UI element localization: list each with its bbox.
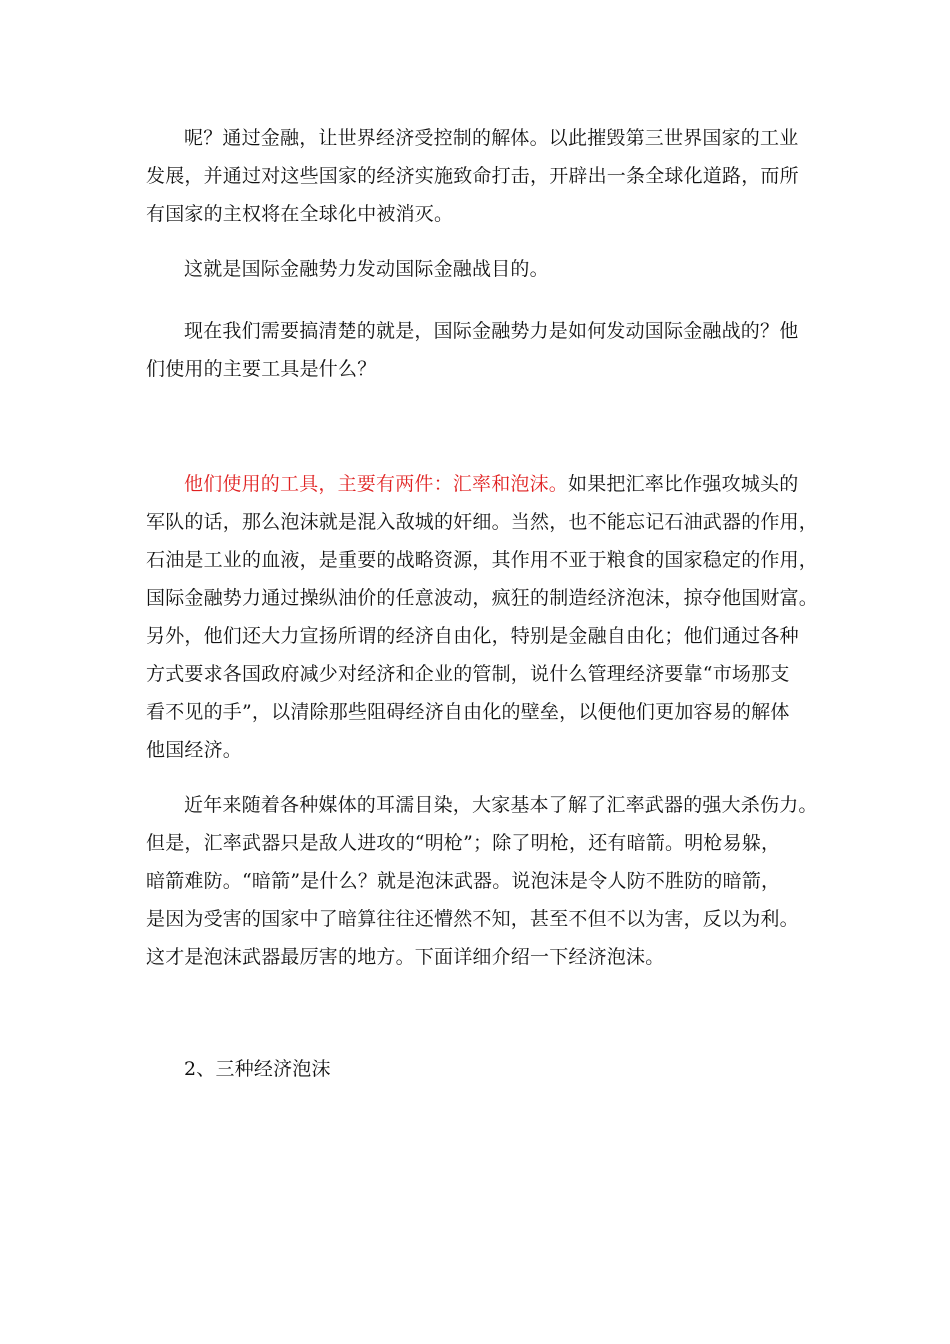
paragraph-tools	[146, 465, 819, 769]
paragraph-financial-disintegration	[146, 119, 806, 233]
text-segment: 如果把汇率比作强攻城头的	[568, 473, 799, 495]
text-line	[146, 465, 806, 503]
section-heading-text: 2、三种经济泡沫	[184, 1058, 331, 1080]
text-line: 发展，并通过对这些国家的经济实施致命打击，开辟出一条全球化道路，而所	[146, 165, 799, 187]
text-line: 另外，他们还大力宣扬所谓的经济自由化，特别是金融自由化；他们通过各种	[146, 625, 799, 647]
highlighted-text: 他们使用的工具，主要有两件：汇率和泡沫。	[184, 473, 569, 495]
text-line: 军队的话，那么泡沫就是混入敌城的奸细。当然，也不能忘记石油武器的作用，	[146, 511, 819, 533]
text-line: 国际金融势力通过操纵油价的任意波动，疯狂的制造经济泡沫，掠夺他国财富。	[146, 587, 819, 609]
text-line: 看不见的手”，以清除那些阻碍经济自由化的壁垒，以便他们更加容易的解体	[146, 701, 790, 723]
text-line: 但是，汇率武器只是敌人进攻的“明枪”；除了明枪，还有暗箭。明枪易躲，	[146, 832, 781, 854]
text-line: 有国家的主权将在全球化中被消灭。	[146, 203, 454, 225]
text-line: 呢？通过金融，让世界经济受控制的解体。以此摧毁第三世界国家的工业	[184, 127, 799, 149]
text-line: 这才是泡沫武器最厉害的地方。下面详细介绍一下经济泡沫。	[146, 946, 665, 968]
paragraph-purpose-statement	[146, 250, 806, 288]
text-line: 方式要求各国政府减少对经济和企业的管制，说什么管理经济要靠“市场那支	[146, 663, 790, 685]
text-line: 现在我们需要搞清楚的就是，国际金融势力是如何发动国际金融战的？他	[184, 320, 799, 342]
paragraph-question	[146, 312, 806, 388]
text-line: 近年来随着各种媒体的耳濡目染，大家基本了解了汇率武器的强大杀伤力。	[184, 794, 818, 816]
text-line: 暗箭难防。“暗箭”是什么？就是泡沫武器。说泡沫是令人防不胜防的暗箭，	[146, 870, 781, 892]
text-line: 是因为受害的国家中了暗算往往还懵然不知，甚至不但不以为害，反以为利。	[146, 908, 799, 930]
text-line: 们使用的主要工具是什么？	[146, 358, 377, 380]
paragraph-bubble-weapon	[146, 786, 818, 976]
text-line: 石油是工业的血液，是重要的战略资源，其作用不亚于粮食的国家稳定的作用，	[146, 549, 819, 571]
text-line: 他国经济。	[146, 739, 243, 761]
text-line: 这就是国际金融势力发动国际金融战目的。	[184, 258, 549, 280]
section-heading	[146, 1050, 806, 1088]
